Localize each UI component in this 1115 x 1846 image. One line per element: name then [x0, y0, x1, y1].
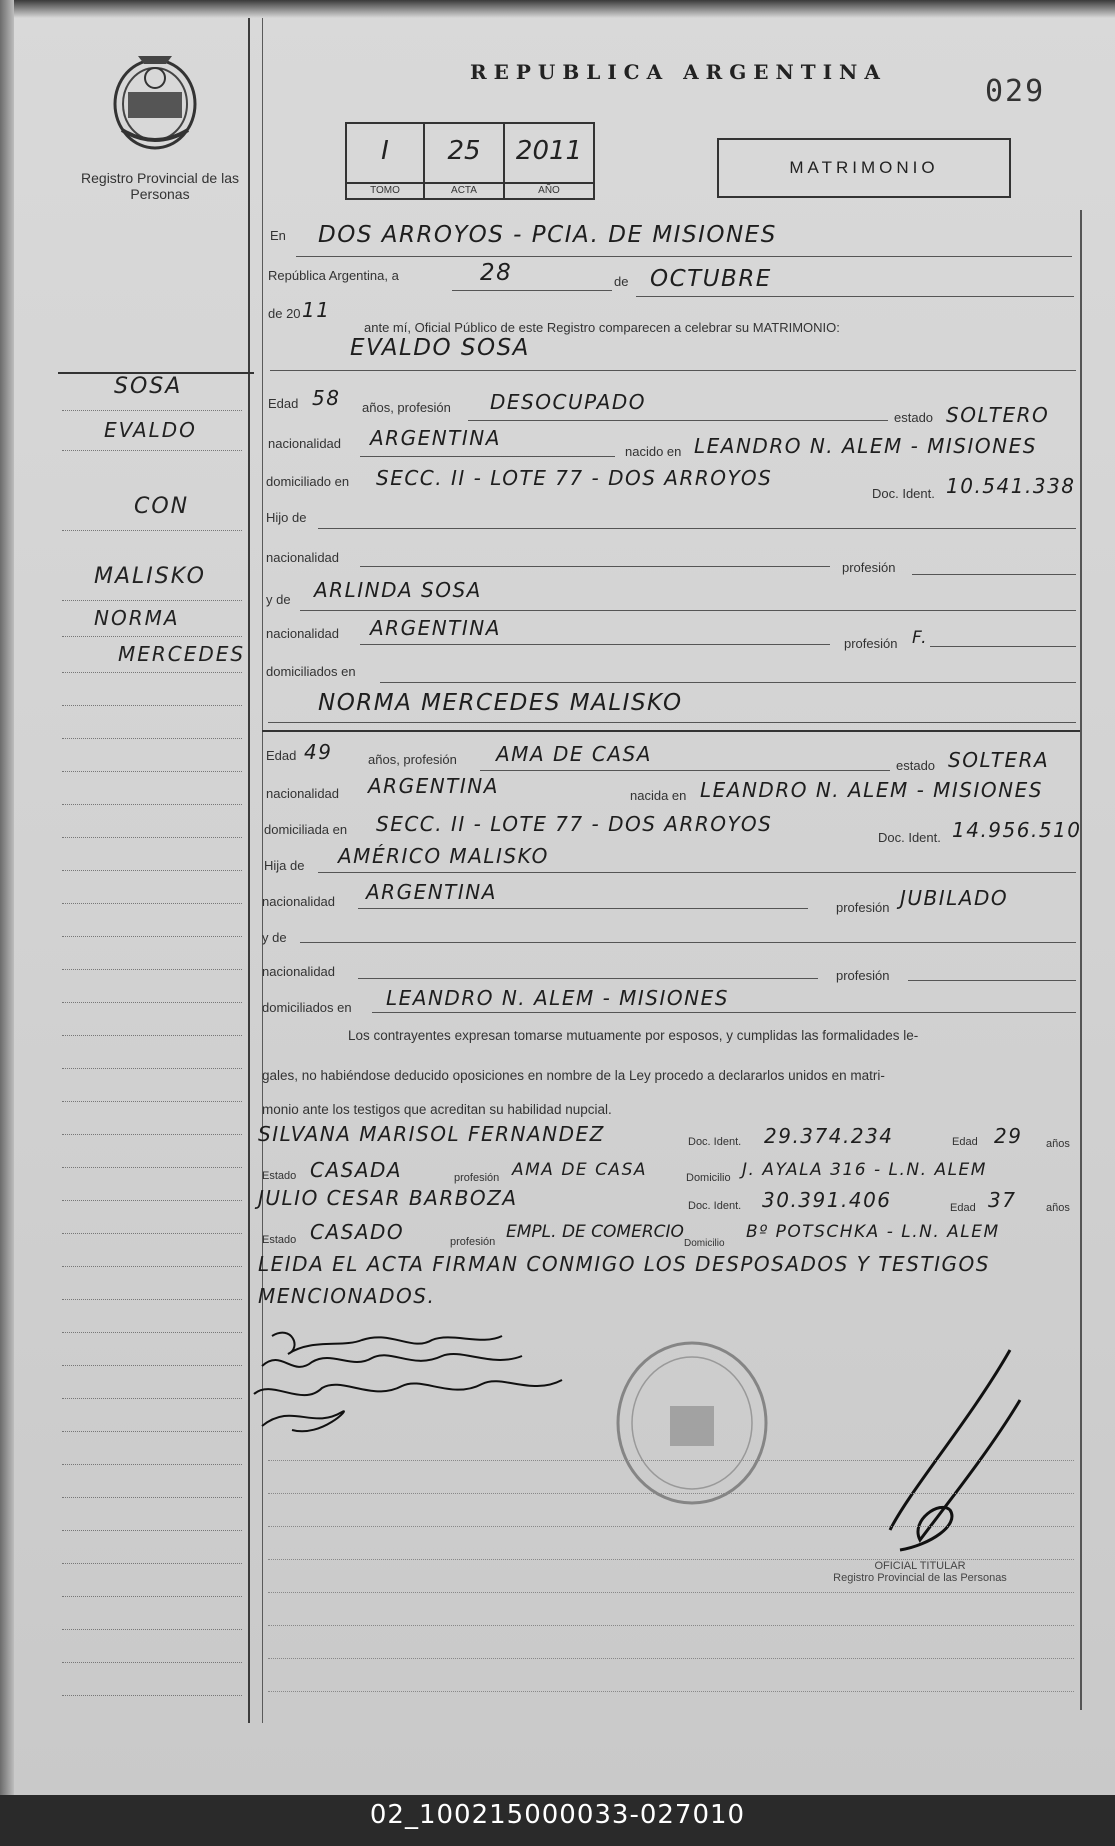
margin-line: [62, 1035, 242, 1036]
bride-prof2-label: profesión: [836, 900, 890, 915]
witness2-doc-label: Doc. Ident.: [688, 1200, 742, 1212]
margin-line: [62, 1431, 242, 1432]
groom-hijo-label: Hijo de: [266, 510, 307, 525]
groom-father-line: [318, 528, 1076, 529]
bride-domicil-label: domiciliados en: [262, 1000, 352, 1015]
margin-line: [62, 410, 242, 411]
bride-separator: [262, 730, 1080, 732]
witness1-status: CASADA: [310, 1158, 403, 1182]
bride-parents-line: [372, 1012, 1076, 1013]
margin-line: [62, 1596, 242, 1597]
official-seal-icon: [612, 1338, 772, 1508]
margin-line: [62, 804, 242, 805]
margin-line: [62, 1134, 242, 1135]
body-ruled-line: [268, 1559, 1074, 1560]
groom-prof3-label: profesión: [844, 636, 898, 651]
bride-name: NORMA MERCEDES MALISKO: [318, 690, 683, 716]
witness2-age: 37: [988, 1188, 1017, 1212]
groom-nac2-label: nacionalidad: [266, 550, 340, 565]
witness2-name: JULIO CESAR BARBOZA: [258, 1186, 518, 1210]
bride-father-line: [318, 872, 1076, 873]
declaration-line-1: Los contrayentes expresan tomarse mutuamente por esposos, y cumplidas las formalidades le-: [348, 1028, 919, 1043]
margin-line: [62, 636, 242, 637]
bride-parents-address: LEANDRO N. ALEM - MISIONES: [386, 986, 729, 1010]
body-ruled-line: [268, 1460, 1074, 1461]
groom-mother-nationality: ARGENTINA: [370, 616, 501, 640]
statement-text: ante mí, Oficial Público de este Registro comparecen a celebrar su MATRIMONIO:: [364, 320, 840, 335]
official-signature-icon: [850, 1340, 1040, 1560]
witness1-age: 29: [994, 1124, 1023, 1148]
witness2-anos-label: años: [1046, 1202, 1070, 1214]
margin-line: [62, 1695, 242, 1696]
groom-nac-label: nacionalidad: [268, 436, 342, 451]
groom-mother-profession: F.: [912, 628, 928, 648]
groom-prof-line: [468, 420, 888, 421]
witness2-profession: EMPL. DE COMERCIO: [506, 1222, 684, 1242]
margin-line: [62, 1464, 242, 1465]
signatures-icon: [232, 1318, 652, 1448]
bride-name-line: [268, 722, 1076, 723]
margin-bride-middle: MERCEDES: [118, 642, 246, 666]
groom-name-line: [270, 370, 1076, 371]
body-ruled-line: [268, 1625, 1074, 1626]
day-line: [452, 290, 612, 291]
witness1-address: J. AYALA 316 - L.N. ALEM: [742, 1160, 987, 1180]
groom-name: EVALDO SOSA: [350, 335, 530, 361]
bride-prof-line: [480, 770, 890, 771]
margin-line: [62, 1167, 242, 1168]
groom-nac-line: [360, 456, 615, 457]
margin-line: [62, 1068, 242, 1069]
closing-line-1: LEIDA EL ACTA FIRMAN CONMIGO LOS DESPOSADOS Y TESTIGOS: [258, 1252, 990, 1276]
bride-prof3-line: [908, 980, 1076, 981]
groom-mother: ARLINDA SOSA: [314, 578, 482, 602]
bride-nationality: ARGENTINA: [368, 774, 499, 798]
margin-line: [62, 1563, 242, 1564]
groom-edad-label: Edad: [268, 396, 299, 411]
groom-mother-line: [300, 610, 1076, 611]
en-label: En: [270, 228, 286, 243]
bride-estado-label: estado: [896, 758, 936, 773]
margin-firstname: EVALDO: [104, 418, 197, 442]
groom-yde-label: y de: [266, 592, 291, 607]
margin-line: [62, 1200, 242, 1201]
witness2-doc: 30.391.406: [762, 1188, 892, 1212]
groom-prof2-line: [912, 574, 1076, 575]
tomo-value: I: [381, 136, 389, 166]
page-top-shadow: [0, 0, 1115, 18]
bride-prof3-label: profesión: [836, 968, 890, 983]
groom-dom-label: domiciliado en: [266, 474, 350, 489]
bride-address: SECC. II - LOTE 77 - DOS ARROYOS: [376, 812, 773, 836]
bride-doc: 14.956.510: [952, 818, 1082, 842]
body-ruled-line: [268, 1493, 1074, 1494]
groom-status: SOLTERO: [946, 403, 1050, 427]
margin-line: [62, 903, 242, 904]
bride-hija-label: Hija de: [264, 858, 305, 873]
groom-age: 58: [312, 386, 341, 410]
bride-nac2-line: [358, 908, 808, 909]
country-title: REPUBLICA ARGENTINA: [470, 60, 887, 84]
bride-doc-label: Doc. Ident.: [878, 830, 941, 845]
witness2-dom-label: Domicilio: [684, 1238, 725, 1249]
bride-nac3-line: [358, 978, 818, 979]
year-suffix: 11: [302, 298, 331, 322]
groom-prof-label: años, profesión: [362, 400, 451, 415]
tomo-label: TOMO: [347, 182, 423, 198]
margin-bride-name: NORMA: [94, 606, 180, 630]
bride-birthplace: LEANDRO N. ALEM - MISIONES: [700, 778, 1043, 802]
acta-label: ACTA: [425, 182, 503, 198]
bride-father: AMÉRICO MALISKO: [338, 844, 549, 868]
margin-line: [62, 1299, 242, 1300]
margin-line: [62, 672, 242, 673]
margin-line: [62, 705, 242, 706]
groom-mother-prof-line: [930, 646, 1076, 647]
bride-edad-label: Edad: [266, 748, 297, 763]
acta-value: 25: [447, 136, 481, 166]
margin-line: [62, 1266, 242, 1267]
anio-label: AÑO: [505, 182, 593, 198]
bride-nac2-label: nacionalidad: [262, 894, 336, 909]
witness1-edad-label: Edad: [952, 1136, 978, 1148]
margin-line: [62, 1662, 242, 1663]
margin-line: [62, 837, 242, 838]
body-ruled-line: [268, 1592, 1074, 1593]
republica-label: República Argentina, a: [268, 268, 399, 283]
witness1-anos-label: años: [1046, 1138, 1070, 1150]
groom-nac3-line: [360, 644, 830, 645]
margin-line: [62, 870, 242, 871]
margin-line: [62, 771, 242, 772]
witness1-estado-label: Estado: [262, 1170, 297, 1182]
body-ruled-line: [268, 1658, 1074, 1659]
acta-cell: [425, 124, 505, 198]
margin-line: [62, 530, 242, 531]
bride-father-nationality: ARGENTINA: [366, 880, 497, 904]
margin-con: CON: [134, 494, 190, 519]
declaration-line-2: gales, no habiéndose deducido oposiciones en nombre de la Ley procedo a declararlos unidos en matri-: [262, 1068, 885, 1083]
margin-line: [62, 1530, 242, 1531]
witness1-prof-label: profesión: [454, 1172, 500, 1184]
image-id-caption: 02_100215000033-027010: [369, 1800, 746, 1830]
place-value: DOS ARROYOS - PCIA. DE MISIONES: [318, 222, 777, 248]
registry-name: Registro Provincial de las Personas: [81, 170, 239, 202]
margin-line: [62, 1332, 242, 1333]
closing-line-2: MENCIONADOS.: [258, 1284, 436, 1308]
official-block: [800, 1560, 1040, 1584]
groom-domicil-label: domiciliados en: [266, 664, 356, 679]
bride-mother-line: [300, 942, 1076, 943]
bride-dom-label: domiciliada en: [264, 822, 348, 837]
record-id-box: [345, 122, 595, 200]
bride-yde-label: y de: [262, 930, 287, 945]
margin-line: [62, 936, 242, 937]
official-title: OFICIAL TITULAR: [874, 1560, 966, 1572]
margin-line: [62, 1629, 242, 1630]
binding-edge: [0, 0, 14, 1795]
margin-line: [62, 1365, 242, 1366]
year-prefix: de 20: [268, 306, 301, 321]
margin-rule: [248, 18, 250, 1723]
anio-value: 2011: [515, 136, 583, 166]
folio-number: 029: [985, 74, 1046, 109]
margin-line: [62, 1101, 242, 1102]
witness2-estado-label: Estado: [262, 1234, 297, 1246]
place-line: [296, 256, 1072, 257]
groom-nac2-line: [360, 566, 830, 567]
anio-cell: [505, 124, 593, 198]
provincial-crest-icon: [108, 50, 202, 154]
bride-nacida-label: nacida en: [630, 788, 687, 803]
groom-doc-label: Doc. Ident.: [872, 486, 935, 501]
bride-status: SOLTERA: [948, 748, 1050, 772]
margin-line: [62, 738, 242, 739]
margin-line: [62, 1398, 242, 1399]
groom-address: SECC. II - LOTE 77 - DOS ARROYOS: [376, 466, 773, 490]
bride-nac3-label: nacionalidad: [262, 964, 336, 979]
witness2-edad-label: Edad: [950, 1202, 976, 1214]
witness1-dom-label: Domicilio: [686, 1172, 731, 1184]
witness1-doc: 29.374.234: [764, 1124, 894, 1148]
month-de-label: de: [614, 274, 629, 289]
witness2-address: Bº POTSCHKA - L.N. ALEM: [746, 1222, 1000, 1242]
day-value: 28: [480, 260, 513, 286]
official-office: Registro Provincial de las Personas: [833, 1572, 1007, 1584]
margin-bride-surname: MALISKO: [94, 564, 206, 589]
bride-prof-label: años, profesión: [368, 752, 457, 767]
margin-rule-inner: [262, 18, 263, 1723]
bride-nac-label: nacionalidad: [266, 786, 340, 801]
record-type-box: MATRIMONIO: [717, 138, 1011, 198]
groom-estado-label: estado: [894, 410, 934, 425]
margin-surname: SOSA: [114, 374, 183, 399]
groom-prof2-label: profesión: [842, 560, 896, 575]
groom-nacido-label: nacido en: [625, 444, 682, 459]
groom-doc: 10.541.338: [946, 474, 1076, 498]
month-value: OCTUBRE: [650, 266, 772, 292]
body-ruled-line: [268, 1526, 1074, 1527]
groom-nationality: ARGENTINA: [370, 426, 501, 450]
bride-age: 49: [304, 740, 333, 764]
witness2-prof-label: profesión: [450, 1236, 496, 1248]
declaration-line-3: monio ante los testigos que acreditan su habilidad nupcial.: [262, 1102, 612, 1117]
witness1-doc-label: Doc. Ident.: [688, 1136, 742, 1148]
body-ruled-line: [268, 1691, 1074, 1692]
witness1-profession: AMA DE CASA: [512, 1160, 647, 1180]
groom-nac3-label: nacionalidad: [266, 626, 340, 641]
margin-line: [62, 1497, 242, 1498]
margin-line: [62, 1002, 242, 1003]
groom-parents-line: [380, 682, 1076, 683]
bride-profession: AMA DE CASA: [496, 742, 652, 766]
right-rule: [1080, 210, 1082, 1710]
groom-birthplace: LEANDRO N. ALEM - MISIONES: [694, 434, 1037, 458]
tomo-cell: [347, 124, 425, 198]
witness1-name: SILVANA MARISOL FERNANDEZ: [258, 1122, 605, 1146]
groom-profession: DESOCUPADO: [490, 390, 646, 414]
month-line: [636, 296, 1074, 297]
bride-father-profession: JUBILADO: [900, 886, 1009, 910]
margin-line: [62, 1233, 242, 1234]
margin-line: [62, 450, 242, 451]
witness2-status: CASADO: [310, 1220, 405, 1244]
margin-line: [62, 600, 242, 601]
margin-line: [62, 969, 242, 970]
